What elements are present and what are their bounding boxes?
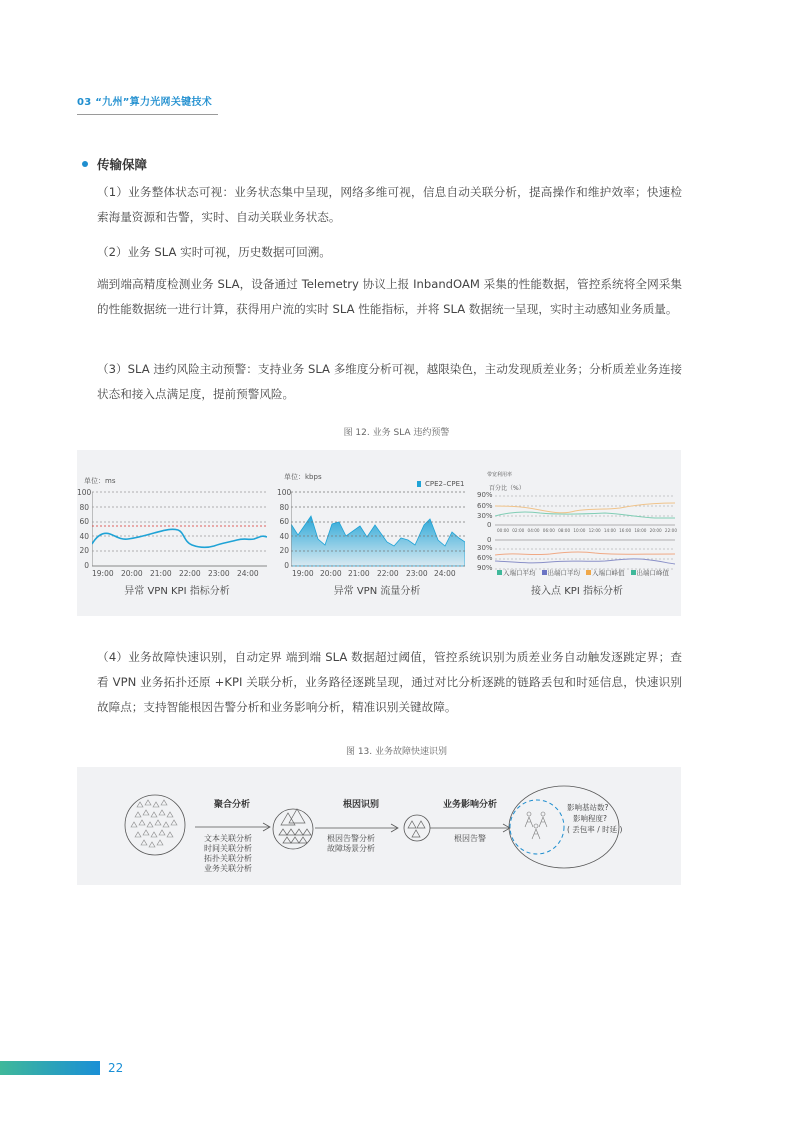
legend-label: 出端口峰值 — [636, 569, 669, 577]
step-aggregation-label: 聚合分析 — [214, 800, 251, 810]
chart3-xtick: 10:00 — [573, 528, 586, 533]
chart2-xtick: 20:00 — [320, 569, 342, 578]
legend-swatch — [631, 570, 636, 575]
chart3-xtick: 04:00 — [527, 528, 540, 533]
chart3-xtick: 00:00 — [497, 528, 510, 533]
step-aggregation-details — [204, 834, 252, 874]
impact-question: ( 丢包率 / 时延 ) — [567, 825, 623, 834]
chart3-legend — [497, 568, 669, 577]
detail-text: 根因告警分析 — [327, 834, 375, 843]
figure-12-caption: 图 12. 业务 SLA 违约预警 — [343, 428, 450, 438]
chart2-unit: 单位：kbps — [284, 473, 322, 481]
chart3-ytick: 90% — [477, 491, 493, 499]
detail-text: 业务关联分析 — [204, 864, 252, 873]
impact-dashed-circle — [510, 800, 564, 854]
chart1-plot — [92, 490, 267, 568]
detail-text: 拓扑关联分析 — [204, 854, 252, 863]
chart3-ytick: 30% — [477, 512, 493, 520]
chart2-xtick: 24:00 — [434, 569, 456, 578]
chart1-xtick: 23:00 — [208, 569, 230, 578]
legend-swatch — [417, 481, 421, 487]
chart3-ytick: 60% — [477, 502, 493, 510]
chart3-xaxis — [497, 528, 677, 533]
chart3-xtick: 20:00 — [649, 528, 662, 533]
legend-label: 出端口平均 — [547, 569, 580, 577]
chart1-title: 异常 VPN KPI 指标分析 — [124, 586, 230, 597]
legend-item — [586, 568, 625, 577]
chart3-xtick: 12:00 — [588, 528, 601, 533]
legend-label: CPE2–CPE1 — [425, 480, 465, 488]
chart1-unit: 单位：ms — [84, 477, 116, 485]
legend-item — [497, 568, 536, 577]
chart1-ytick: 100 — [77, 488, 92, 497]
chart3-xtick: 02:00 — [512, 528, 525, 533]
chart2-xtick: 23:00 — [406, 569, 428, 578]
legend-label: 入端口平均 — [503, 569, 536, 577]
section-heading — [82, 155, 147, 173]
chart3-title: 接入点 KPI 指标分析 — [531, 586, 623, 597]
paragraph-5: （4）业务故障快速识别，自动定界 端到端 SLA 数据超过阈值，管控系统识别为质差业务自动触发逐跳定界；查看 VPN 业务拓扑还原 +KPI 关联分析，业务路径逐跳呈现，通过对比分析逐跳的链路丢包和时延信息，快速识别故障点；支持智能根因告警分析和业务影响分析，精准识别关键故障。 — [97, 650, 682, 714]
figure-12-panel — [77, 450, 681, 616]
legend-item — [542, 568, 581, 577]
chart2-ytick: 0 — [284, 561, 289, 570]
chart3-xtick: 18:00 — [634, 528, 647, 533]
chart1-ytick: 20 — [79, 546, 89, 555]
chart2-plot — [291, 490, 465, 568]
chapter-header: 03 “九州”算力光网关键技术 — [77, 93, 218, 115]
legend-swatch — [586, 570, 591, 575]
chart3-ytick: 60% — [477, 554, 493, 562]
chart2-xtick: 19:00 — [292, 569, 314, 578]
chart2-ytick: 20 — [279, 546, 289, 555]
impact-questions — [567, 802, 622, 835]
chart3-ytick: 0 — [487, 521, 492, 529]
paragraph-3: 端到端高精度检测业务 SLA，设备通过 Telemetry 协议上报 InbandOAM 采集的性能数据，管控系统将全网采集的性能数据统一进行计算，获得用户流的实时 SLA 性能指标，并将 SLA 数据统一呈现，实时主动感知业务质量。 — [97, 277, 682, 316]
root-alarm-icons — [408, 821, 425, 837]
detail-text: 文本关联分析 — [204, 834, 252, 843]
chart3-xtick: 22:00 — [664, 528, 677, 533]
chart3-ytick: 30% — [477, 544, 493, 552]
detail-text: 根因告警 — [454, 834, 486, 843]
chart3-xtick: 16:00 — [619, 528, 632, 533]
chart3-subtitle: 带宽利用率 — [487, 472, 513, 478]
chart2-xtick: 21:00 — [348, 569, 370, 578]
chart3-xtick: 08:00 — [558, 528, 571, 533]
step-impact-label: 业务影响分析 — [443, 800, 498, 810]
chart2-ytick: 80 — [279, 503, 289, 512]
chart1-xtick: 20:00 — [121, 569, 143, 578]
chart2-xtick: 22:00 — [377, 569, 399, 578]
chart2-ytick: 60 — [279, 517, 289, 526]
step-root-cause-details — [327, 834, 375, 854]
paragraph-1: （1）业务整体状态可视：业务状态集中呈现，网络多维可视，信息自动关联分析，提高操作和维护效率；快速检索海量资源和告警，实时、自动关联业务状态。 — [97, 185, 682, 224]
chart1-xtick: 22:00 — [179, 569, 201, 578]
chart1-ytick: 40 — [79, 532, 89, 541]
footer-bar — [0, 1061, 100, 1075]
chart1-ytick: 60 — [79, 517, 89, 526]
detail-text: 故障场景分析 — [327, 844, 375, 853]
base-station-icons — [525, 812, 547, 839]
chart2-ytick: 40 — [279, 532, 289, 541]
chart1-xtick: 19:00 — [92, 569, 114, 578]
detail-text: 时间关联分析 — [204, 844, 252, 853]
chart2-title: 异常 VPN 流量分析 — [333, 586, 421, 597]
chart3-ytick: 0 — [487, 536, 492, 544]
chart1-ytick: 0 — [84, 561, 89, 570]
step-root-cause-label: 根因识别 — [343, 800, 380, 810]
figure-13-panel — [77, 767, 681, 885]
legend-item — [631, 568, 670, 577]
chart3-xtick: 14:00 — [603, 528, 616, 533]
step-impact-details — [454, 834, 486, 844]
paragraph-2: （2）业务 SLA 实时可视，历史数据可回溯。 — [97, 245, 331, 259]
chart2-ytick: 100 — [277, 488, 292, 497]
legend-label: 入端口峰值 — [592, 569, 625, 577]
legend-swatch — [542, 570, 547, 575]
chart3-xtick: 06:00 — [542, 528, 555, 533]
chart1-xtick: 24:00 — [237, 569, 259, 578]
page-number: 22 — [108, 1061, 124, 1075]
chart1-ytick: 80 — [79, 503, 89, 512]
chart1-xtick: 21:00 — [150, 569, 172, 578]
chart3-ytick: 90% — [477, 564, 493, 572]
chart3-unit: 百分比（%） — [489, 485, 525, 492]
paragraph-4: （3）SLA 违约风险主动预警：支持业务 SLA 多维度分析可视，越限染色，主动发现质差业务；分析质差业务连接状态和接入点满足度，提前预警风险。 — [97, 362, 682, 401]
bullet-icon — [82, 161, 88, 167]
alarm-triangle-icons — [131, 800, 177, 847]
chart2-legend — [417, 480, 464, 488]
section-title: 传输保障 — [97, 157, 148, 172]
figure-13-caption: 图 13. 业务故障快速识别 — [345, 747, 448, 757]
legend-swatch — [497, 570, 502, 575]
impact-question: 影响基站数? — [567, 803, 609, 812]
impact-question: 影响程度? — [573, 814, 607, 823]
